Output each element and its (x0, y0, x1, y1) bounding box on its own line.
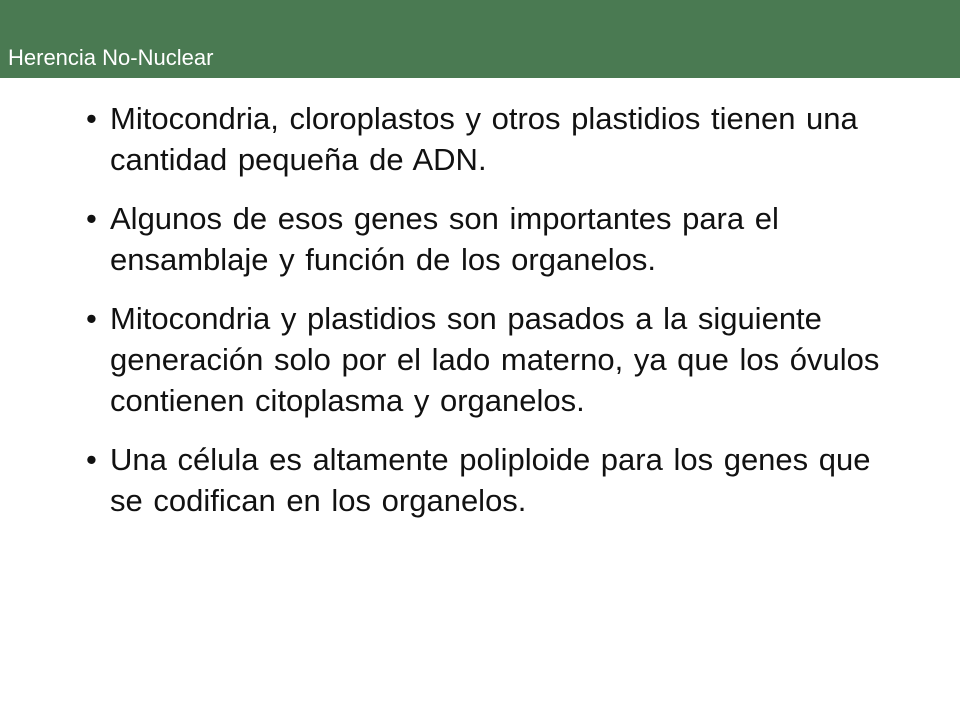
bullet-marker-icon: • (86, 442, 97, 477)
bullet-text-1: Mitocondria, cloroplastos y otros plastidios tienen una cantidad pequeña de ADN. (110, 101, 858, 177)
slide-title: Herencia No-Nuclear (8, 45, 214, 70)
bullet-marker-icon: • (86, 201, 97, 236)
bullet-list (86, 98, 886, 521)
bullet-item-3 (86, 298, 886, 421)
title-bar (0, 0, 960, 78)
bullet-marker-icon: • (86, 101, 97, 136)
bullet-text-4: Una célula es altamente poliploide para los genes que se codifican en los organelos. (110, 442, 871, 518)
bullet-item-4 (86, 439, 886, 521)
bullet-item-2 (86, 198, 886, 280)
bullet-item-1 (86, 98, 886, 180)
bullet-text-3: Mitocondria y plastidios son pasados a la siguiente generación solo por el lado materno, ya que los óvulos contienen citoplasma y organelos. (110, 301, 880, 418)
bullet-marker-icon: • (86, 301, 97, 336)
bullet-text-2: Algunos de esos genes son importantes para el ensamblaje y función de los organelos. (110, 201, 779, 277)
